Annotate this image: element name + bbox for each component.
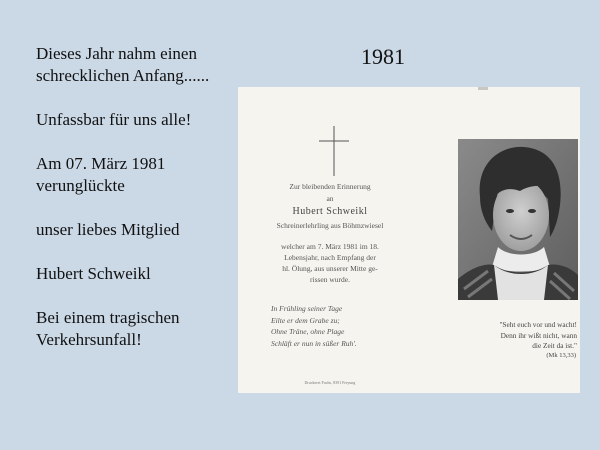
detail-line: hl. Ölung, aus unserer Mitte ge- bbox=[282, 264, 378, 273]
text-line: schrecklichen Anfang...... bbox=[36, 66, 210, 85]
text-block-5 bbox=[36, 263, 251, 285]
card-mark bbox=[478, 87, 488, 90]
deceased-name: Hubert Schweikl bbox=[292, 206, 368, 217]
poem-line: Ohne Träne, ohne Plage bbox=[271, 327, 345, 336]
text-block-4 bbox=[36, 219, 251, 241]
portrait-icon bbox=[458, 139, 578, 300]
text-line: Verkehrsunfall! bbox=[36, 330, 142, 349]
text-line: Hubert Schweikl bbox=[36, 264, 151, 283]
occupation: Schreinerlehrling aus Böhmzwiesel bbox=[276, 221, 384, 230]
poem-line: In Frühling seiner Tage bbox=[271, 304, 343, 313]
quote-reference: (Mk 13,33) bbox=[546, 352, 576, 359]
bible-quote bbox=[452, 320, 577, 352]
cross-icon bbox=[317, 126, 351, 176]
text-line: Am 07. März 1981 bbox=[36, 154, 166, 173]
text-line: verunglückte bbox=[36, 176, 125, 195]
poem bbox=[271, 303, 421, 349]
death-details bbox=[248, 241, 412, 285]
text-block-6 bbox=[36, 307, 251, 351]
printer-imprint: Druckerei Fuchs, 8391 Freyung bbox=[304, 380, 356, 385]
poem-line: Schläft er nun in süßer Ruh'. bbox=[271, 338, 357, 348]
detail-line: Lebensjahr, nach Empfang der bbox=[284, 253, 376, 262]
text-line: unser liebes Mitglied bbox=[36, 220, 180, 239]
announcement-text bbox=[36, 43, 251, 373]
memorial-line-2: an bbox=[326, 194, 334, 203]
year-heading: 1981 bbox=[361, 44, 405, 69]
memorial-line-1: Zur bleibenden Erinnerung bbox=[289, 182, 371, 191]
detail-line: rissen wurde. bbox=[310, 275, 350, 284]
text-block-2 bbox=[36, 109, 251, 131]
text-line: Bei einem tragischen bbox=[36, 308, 180, 327]
text-line: Dieses Jahr nahm einen bbox=[36, 44, 197, 63]
quote-line: die Zeit da ist." bbox=[532, 341, 577, 350]
portrait-photo bbox=[458, 139, 578, 300]
text-line: Unfassbar für uns alle! bbox=[36, 110, 192, 129]
quote-line: "Seht euch vor und wacht! bbox=[499, 320, 577, 329]
poem-line: Eilte er dem Grabe zu; bbox=[271, 315, 340, 325]
text-block-1 bbox=[36, 43, 251, 87]
detail-line: welcher am 7. März 1981 im 18. bbox=[281, 242, 379, 251]
text-block-3 bbox=[36, 153, 251, 197]
quote-line: Denn ihr wißt nicht, wann bbox=[500, 330, 577, 340]
